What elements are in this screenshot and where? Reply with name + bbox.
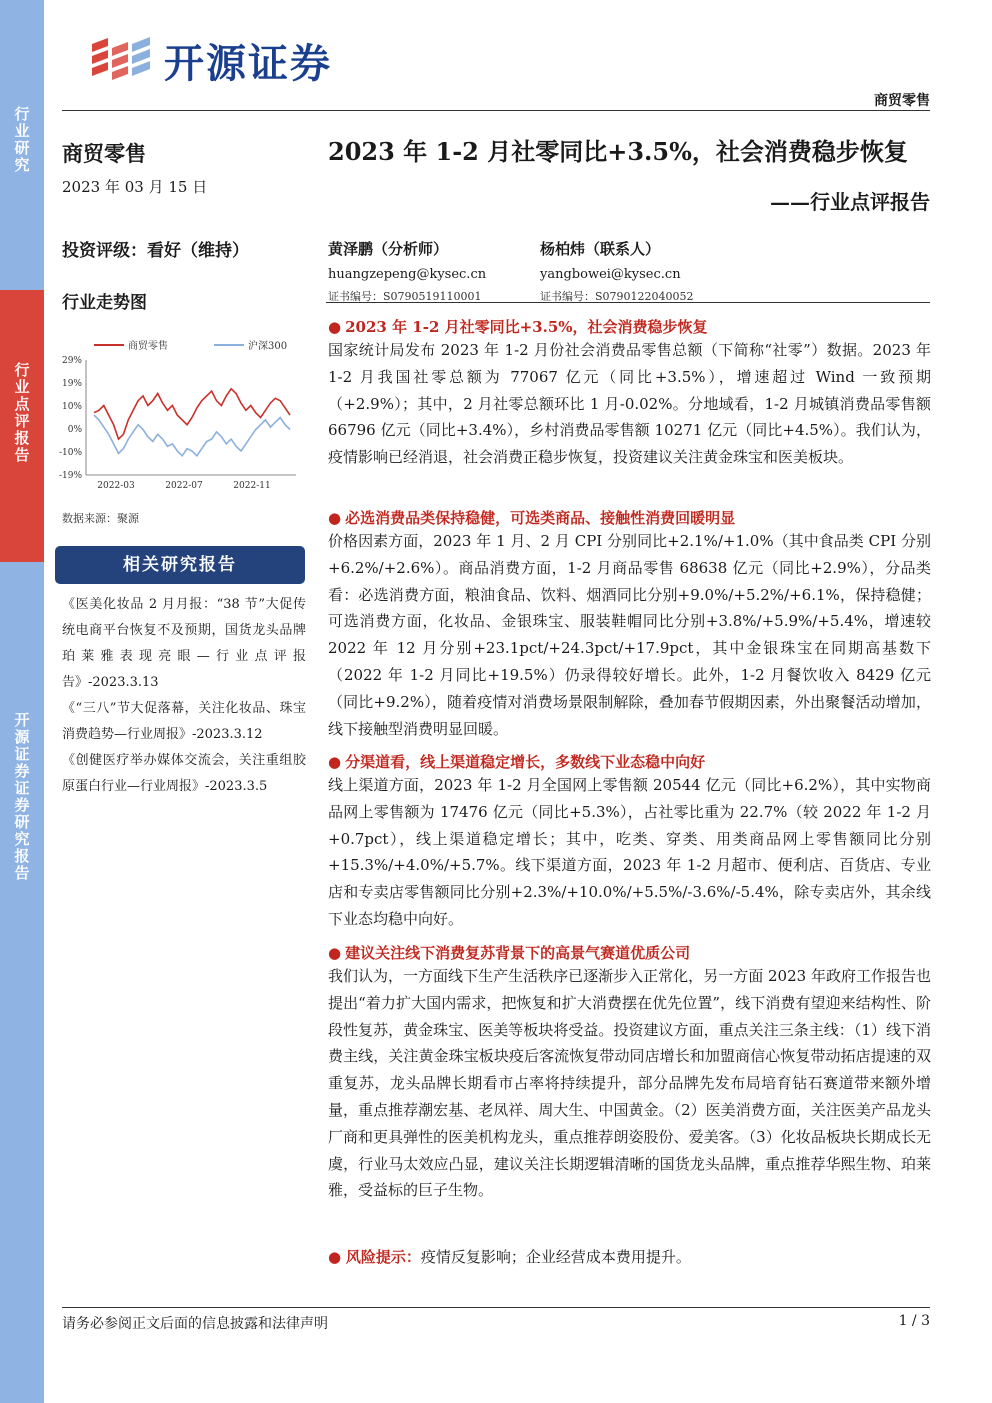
chart-y-tick-label: 10% [61,402,82,412]
bullet-icon: ● [328,318,342,336]
risk-warning [328,1246,691,1267]
chart-source: 数据来源：聚源 [62,512,139,525]
contact-card [540,238,694,304]
related-report-item[interactable]: 《创健医疗举办媒体交流会，关注重组胶原蛋白行业—行业周报》-2023.3.5 [62,753,306,794]
section-heading-3 [328,751,705,772]
industry-name: 商贸零售 [62,141,146,166]
analyst-email[interactable]: huangzepeng@kysec.cn [328,267,487,282]
section-heading-2 [328,507,735,528]
chart-y-tick-label: 29% [61,356,82,366]
chart-x-tick-label: 2022-03 [97,481,135,491]
section-body-1: 国家统计局发布 2023 年 1-2 月份社会消费品零售总额（下简称“社零”）数据。2023 年 1-2 月我国社零总额为 77067 亿元（同比+3.5%），增速超过 Wind 一致预期（+2.9%）；其中，2 月社零总额环比 1 月-0.02%。分地域看，1-2 月城镇消费品零售额 66796 亿元（同比+3.4%），乡村消费品零售额 10271 亿元（同比+4.5%）。我们认为，疫情影响已经消退，社会消费正稳步恢复，投资建议关注黄金珠宝和医美板块。 [328,341,931,467]
section-heading-text: 分渠道看，线上渠道稳定增长，多数线下业态稳中向好 [345,753,706,771]
section-heading-text: 建议关注线下消费复苏背景下的高景气赛道优质公司 [345,944,691,962]
analyst-cert: 证书编号：S0790519110001 [328,290,482,303]
rail-segment-bottom [0,562,44,1403]
related-report-item[interactable]: 《医美化妆品 2 月月报：“38 节”大促传统电商平台恢复不及预期，国货龙头品牌珀莱雅表现亮眼—行业点评报告》-2023.3.13 [62,597,306,690]
chart-y-tick-label: 19% [61,379,82,389]
header-industry-tag: 商贸零售 [874,93,930,109]
brand-name: 开源证券 [164,40,332,87]
section-heading-text: 2023 年 1-2 月社零同比+3.5%，社会消费稳步恢复 [345,318,708,336]
related-reports-title: 相关研究报告 [55,546,305,584]
chart-legend-label: 沪深300 [248,341,288,352]
bullet-icon: ● [328,509,342,527]
side-rail [0,0,44,1403]
chart-y-tick-label: 0% [67,425,82,435]
page-number: 1 / 3 [898,1313,930,1329]
chart-x-tick-label: 2022-11 [233,481,271,491]
contact-name: 杨柏炜（联系人） [540,240,661,258]
investment-rating: 投资评级：看好（维持） [62,241,249,261]
brand-logo-icon [88,34,154,86]
section-body-2: 价格因素方面，2023 年 1 月、2 月 CPI 分别同比+2.1%/+1.0%（其中食品类 CPI 分别+6.2%/+2.6%）。商品消费方面，1-2 月商品零售 68638 亿元（同比+2.9%），分品类看：必选消费方面，粮油食品、饮料、烟酒同比分别+9.0%/+5.2%/+6.1%，保持稳健；可选消费方面，化妆品、金银珠宝、服装鞋帽同比分别+3.8%/+5.9%/+5.4%，增速较 2022 年 12 月分别+23.1pct/+24.3pct/+17.9pct，其中金银珠宝在同期高基数下（2022 年 1-2 月同比+19.5%）仍录得较好增长。此外，1-2 月餐饮收入 8429 亿元（同比+9.2%），随着疫情对消费场景限制解除，叠加春节假期因素，外出聚餐活动增加，线下接触型消费明显回暖。 [328,532,931,738]
rail-label-top: 行业研究 [14,105,30,174]
analyst-card [328,238,486,304]
bullet-icon: ● [328,753,342,771]
chart-y-tick-label: -10% [58,448,82,458]
risk-label: 风险提示： [345,1248,421,1266]
chart-legend-label: 商贸零售 [128,341,168,352]
bullet-icon: ● [328,1248,346,1266]
footer-disclaimer: 请务必参阅正文后面的信息披露和法律声明 [62,1316,328,1332]
footer-divider [62,1307,930,1308]
contact-email[interactable]: yangbowei@kysec.cn [540,267,681,282]
rail-label-middle: 行业点评报告 [14,361,30,464]
section-heading-4 [328,942,690,963]
header-divider [62,110,930,111]
risk-text: 疫情反复影响；企业经营成本费用提升。 [420,1248,691,1266]
chart-series-line [94,415,290,456]
trend-chart [56,330,306,500]
related-report-item[interactable]: 《“三八”节大促落幕，关注化妆品、珠宝消费趋势—行业周报》-2023.3.12 [62,701,306,742]
section-body-3: 线上渠道方面，2023 年 1-2 月全国网上零售额 20544 亿元（同比+6.2%），其中实物商品网上零售额为 17476 亿元（同比+5.3%），占社零比重为 22.7%（较 2022 年 1-2 月+0.7pct），线上渠道稳定增长；其中，吃类、穿类、用类商品网上零售额同比分别+15.3%/+4.0%/+5.7%。线下渠道方面，2023 年 1-2 月超市、便利店、百货店、专业店和专卖店零售额同比分别+2.3%/+10.0%/+5.5%/-3.6%/-5.4%，除专卖店外，其余线下业态均稳中向好。 [328,776,931,928]
section-heading-text: 必选消费品类保持稳健，可选类商品、接触性消费回暖明显 [345,509,736,527]
chart-y-tick-label: -19% [58,471,82,481]
report-title: 2023 年 1-2 月社零同比+3.5%，社会消费稳步恢复 [328,137,908,166]
trend-chart-title: 行业走势图 [62,293,147,313]
analyst-name: 黄泽鹏（分析师） [328,240,449,258]
contact-cert: 证书编号：S0790122040052 [540,290,694,303]
analysts-divider [326,302,930,303]
chart-series-line [94,389,290,439]
rail-label-bottom: 开源证券 证券研究报告 [14,711,30,882]
brand-logo [88,32,332,88]
report-subtitle: ——行业点评报告 [770,190,930,214]
section-body-4: 我们认为，一方面线下生产生活秩序已逐渐步入正常化，另一方面 2023 年政府工作报告也提出“着力扩大国内需求，把恢复和扩大消费摆在优先位置”，线下消费有望迎来结构性、阶段性复苏，黄金珠宝、医美等板块将受益。投资建议方面，重点关注三条主线：（1）线下消费主线，关注黄金珠宝板块疫后客流恢复带动同店增长和加盟商信心恢复带动拓店提速的双重复苏，龙头品牌长期看市占率将持续提升，部分品牌先发布局培育钻石赛道带来额外增量，重点推荐潮宏基、老凤祥、周大生、中国黄金。（2）医美消费方面，关注医美产品龙头厂商和更具弹性的医美机构龙头，重点推荐朗姿股份、爱美客。（3）化妆品板块长期成长无虞，行业马太效应凸显，建议关注长期逻辑清晰的国货龙头品牌，重点推荐华熙生物、珀莱雅，受益标的巨子生物。 [328,967,931,1200]
bullet-icon: ● [328,944,342,962]
chart-x-tick-label: 2022-07 [165,481,203,491]
section-heading-1 [328,316,708,337]
report-date: 2023 年 03 月 15 日 [62,178,208,196]
